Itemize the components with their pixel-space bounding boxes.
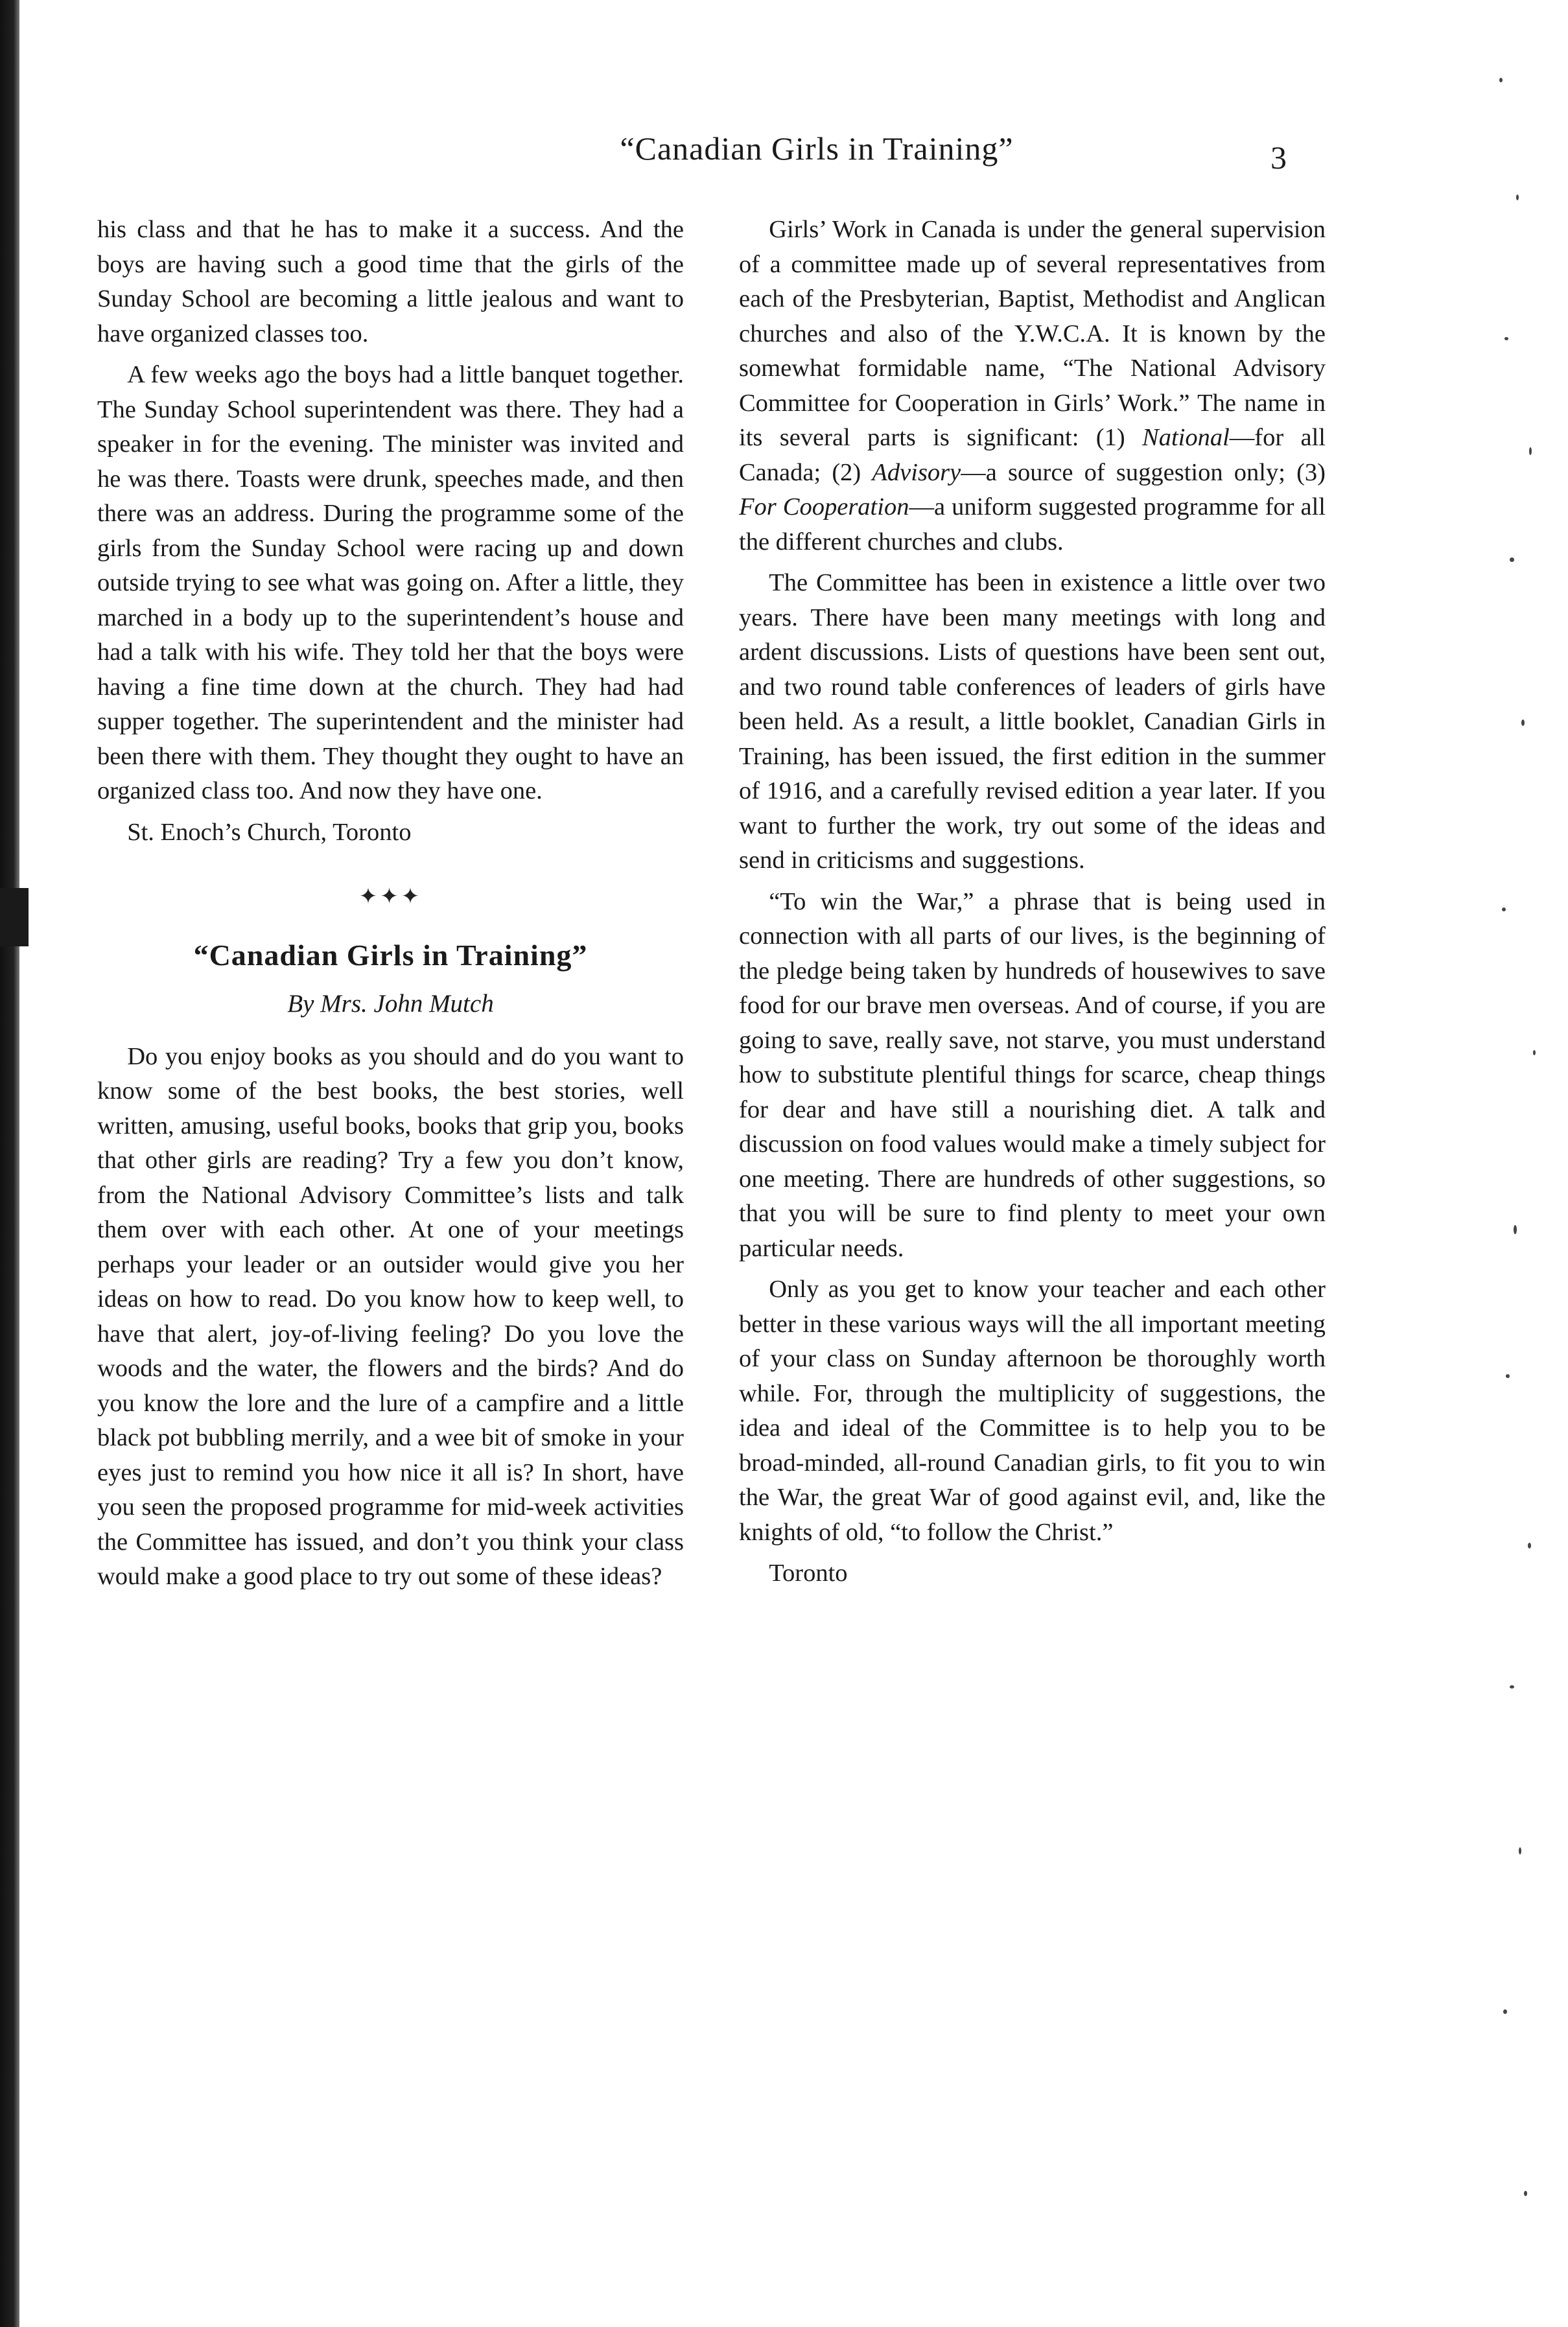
page-number: 3	[1270, 139, 1287, 176]
left-signoff: St. Enoch’s Church, Toronto	[127, 818, 412, 846]
term-national: National	[1142, 424, 1230, 451]
right-paragraph-1-text-b: —for all Canada; (2)	[739, 424, 1326, 486]
right-paragraph-1-text-c: —a source of suggestion only; (3)	[961, 458, 1326, 486]
right-column	[739, 213, 1326, 1591]
term-advisory: Advisory	[872, 458, 961, 486]
right-paragraph-1	[739, 213, 1326, 559]
right-paragraph-2: The Committee has been in existence a little over two years. There have been many meetings with long and ardent discussions. Lists of questions have been sent out, and two round table conferences of leaders of girls have been held. As a result, a little booklet, Canadian Girls in Training, has been issued, the first edition in the summer of 1916, and a carefully revised edition a year later. If you want to further the work, try out some of the ideas and send in criticisms and suggestions.	[739, 569, 1326, 874]
left-paragraph-2: A few weeks ago the boys had a little banquet together. The Sunday School superintendent was there. They had a speaker in for the evening. The minister was invited and he was there. Toasts were drunk, speeches made, and then there was an address. During the programme some of the girls from the Sunday School were racing up and down outside trying to see what was going on. After a little, they marched in a body up to the superintendent’s house and had a talk with his wife. They told her that the boys were having a fine time down at the church. They had had supper together. The superintendent and the minister had been there with them. They thought they ought to have an organized class too. And now they have one.	[97, 361, 684, 804]
article-title: “Canadian Girls in Training”	[193, 938, 588, 972]
right-paragraph-4: Only as you get to know your teacher and each other better in these various ways will the all important meeting of your class on Sunday afternoon be thoroughly worth while. For, through the multiplicity of suggestions, the idea and ideal of the Committee is to help you to be broad-minded, all-round Canadian girls, to fit you to win the War, the great War of good against evil, and, like the knights of old, “to follow the Christ.”	[739, 1276, 1326, 1546]
term-cooperation: For Cooperation	[739, 493, 909, 520]
right-signoff: Toronto	[769, 1560, 848, 1587]
binding-edge	[0, 0, 19, 2327]
binding-mark	[0, 888, 29, 946]
right-paragraph-1-text-a: Girls’ Work in Canada is under the general supervision of a committee made up of several representatives from each of the Presbyterian, Baptist, Methodist and Anglican churches and also of the Y.W.C.A. It is known by the somewhat formidable name, “The National Advisory Committee for Cooperation in Girls’ Work.” The name in its several parts is significant: (1)	[739, 216, 1326, 451]
left-paragraph-1: his class and that he has to make it a success. And the boys are having such a good time that the girls of the Sunday School are becoming a little jealous and want to have organized classes too.	[97, 216, 684, 347]
left-column	[97, 213, 684, 1595]
left-paragraph-3: Do you enjoy books as you should and do you want to know some of the best books, the best stories, well written, amusing, useful books, books that grip you, books that other girls are reading? Try a few you don’t know, from the National Advisory Committee’s lists and talk them over with each other. At one of your meetings perhaps your leader or an outsider would give you her ideas on how to read. Do you know how to keep well, to have that alert, joy-of-living feeling? Do you love the woods and the water, the flowers and the birds? And do you know the lore and the lure of a campfire and a little black pot bubbling merrily, and a wee bit of smoke in your eyes just to remind you how nice it all is? In short, have you seen the proposed programme for mid-week activities the Committee has issued, and don’t you think your class would make a good place to try out some of these ideas?	[97, 1042, 684, 1590]
page-edge-specks	[1490, 0, 1568, 2327]
running-head: “Canadian Girls in Training”	[620, 130, 1014, 167]
section-ornament: ✦✦✦	[358, 885, 423, 909]
byline: By Mrs. John Mutch	[287, 990, 494, 1018]
right-paragraph-1-text-d: —a uniform suggested programme for all the different churches and clubs.	[739, 493, 1326, 555]
right-paragraph-3: “To win the War,” a phrase that is being used in connection with all parts of our lives, is the beginning of the pledge being taken by hundreds of housewives to save food for our brave men overseas. And of course, if you are going to save, really save, not starve, you must understand how to substitute plentiful things for scarce, cheap things for dear and have still a nourishing diet. A talk and discussion on food values would make a timely subject for one meeting. There are hundreds of other suggestions, so that you will be sure to find plenty to meet your own particular needs.	[739, 887, 1326, 1262]
